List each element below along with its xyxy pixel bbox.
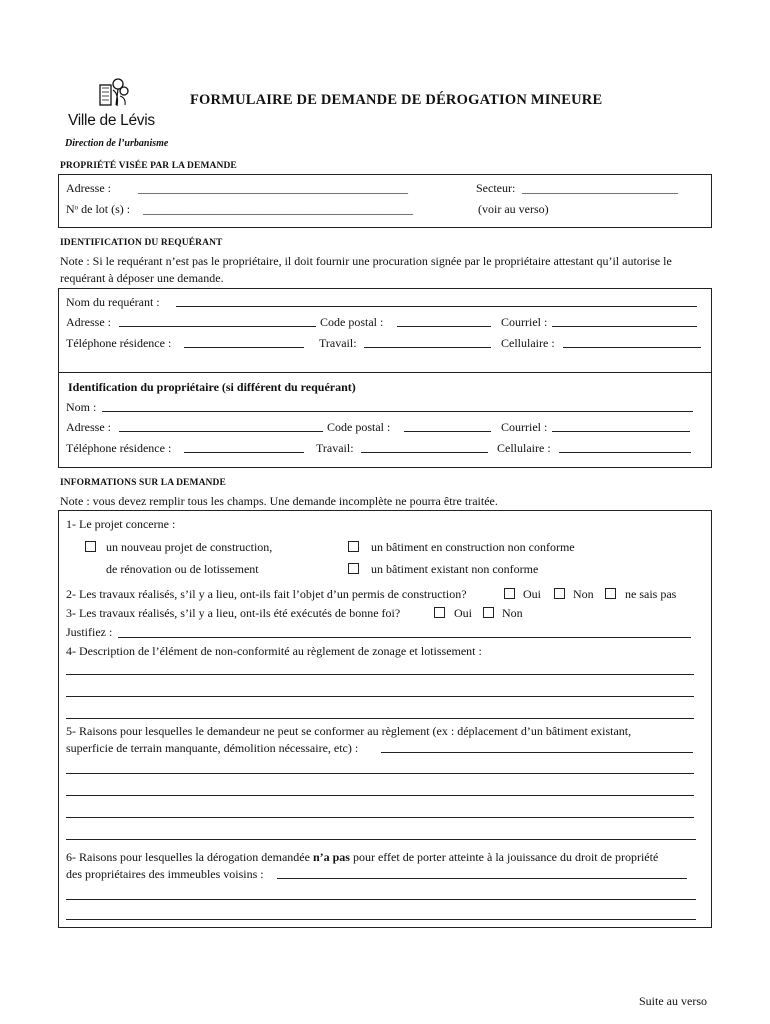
property-address-field[interactable]: _____________________________________________ [138,181,408,195]
justify-field[interactable] [118,637,691,638]
q6-suffix: pour effet de porter atteinte à la jouissance du droit de propriété [352,850,659,864]
owner-name-field[interactable] [102,411,693,412]
q2-no-label: Non [573,587,594,601]
request-note: Note : vous devez remplir tous les champs. Une demande incomplète ne pourra être traitée. [60,494,498,508]
q6-prefix: 6- Raisons pour lesquelles la dérogation demandée [66,850,310,864]
checkbox-nonconform-construction[interactable] [348,541,359,552]
sector-note: (voir au verso) [478,202,549,216]
applicant-address-field[interactable] [119,326,316,327]
q4-answer-line[interactable] [66,718,694,719]
q3-no-checkbox[interactable] [483,607,494,618]
owner-work-field[interactable] [361,452,488,453]
applicant-address-label: Adresse : [66,315,111,329]
property-section-title: PROPRIÉTÉ VISÉE PAR LA DEMANDE [60,161,237,171]
owner-address-label: Adresse : [66,420,111,434]
opt-new-project: un nouveau projet de construction, [106,540,273,554]
q5-answer-line[interactable] [66,795,694,796]
applicant-cell-label: Cellulaire : [501,336,555,350]
checkbox-new-project[interactable] [85,541,96,552]
city-name: Ville de Lévis [68,112,155,129]
q4-answer-line[interactable] [66,674,694,675]
q5-answer-line[interactable] [66,839,696,840]
q6-bold: n’a pas [312,850,350,864]
owner-email-label: Courriel : [501,420,548,434]
q4-label: 4- Description de l’élément de non-conformité au règlement de zonage et lotissement : [66,644,482,658]
applicant-postal-label: Code postal : [320,315,384,329]
q2-yes-label: Oui [523,587,541,601]
applicant-owner-divider [58,372,712,373]
owner-cell-label: Cellulaire : [497,441,551,455]
q6-answer-line[interactable] [66,899,696,900]
owner-postal-field[interactable] [404,431,491,432]
city-emblem-icon [96,76,132,110]
justify-label: Justifiez : [66,625,113,639]
applicant-work-field[interactable] [364,347,491,348]
owner-email-field[interactable] [552,431,690,432]
q6-label-line2: des propriétaires des immeubles voisins : [66,867,264,881]
property-address-label: Adresse : [66,181,111,195]
applicant-name-label: Nom du requérant : [66,295,160,309]
owner-address-field[interactable] [119,431,323,432]
owner-name-label: Nom : [66,400,97,414]
lot-number-field[interactable]: _____________________________________________ [143,202,413,216]
applicant-phone-field[interactable] [184,347,304,348]
applicant-phone-label: Téléphone résidence : [66,336,172,350]
applicant-email-label: Courriel : [501,315,548,329]
q5-answer-line[interactable] [66,773,694,774]
applicant-work-label: Travail: [319,336,357,350]
q2-unknown-checkbox[interactable] [605,588,616,599]
applicant-name-field[interactable] [176,306,697,307]
applicant-cell-field[interactable] [563,347,701,348]
q3-label: 3- Les travaux réalisés, s’il y a lieu, ont-ils été exécutés de bonne foi? [66,606,401,620]
sector-label: Secteur: [476,181,516,195]
owner-postal-label: Code postal : [327,420,391,434]
department-name: Direction de l’urbanisme [65,138,169,149]
owner-phone-field[interactable] [184,452,304,453]
q5-inline-field[interactable] [381,752,693,753]
lot-number-label: Nᵒ de lot (s) : [66,202,131,216]
applicant-section-title: IDENTIFICATION DU REQUÉRANT [60,238,223,248]
q6-answer-line[interactable] [66,919,696,920]
owner-phone-label: Téléphone résidence : [66,441,172,455]
sector-field[interactable]: __________________________ [522,181,678,195]
q2-label: 2- Les travaux réalisés, s’il y a lieu, ont-ils fait l’objet d’un permis de construction? [66,587,467,601]
applicant-postal-field[interactable] [397,326,491,327]
checkbox-existing-nonconform[interactable] [348,563,359,574]
q5-label-line2: superficie de terrain manquante, démolition nécessaire, etc) : [66,741,359,755]
applicant-note-line1: Note : Si le requérant n’est pas le propriétaire, il doit fournir une procuration signée par le propriétaire attestant qu’il autorise le [60,254,672,268]
city-logo [68,76,168,132]
q3-no-label: Non [502,606,523,620]
owner-title: Identification du propriétaire (si différent du requérant) [68,380,356,394]
opt-nonconform-construction: un bâtiment en construction non conforme [371,540,575,554]
page-title: FORMULAIRE DE DEMANDE DE DÉROGATION MINEURE [190,92,603,108]
q2-no-checkbox[interactable] [554,588,565,599]
owner-cell-field[interactable] [559,452,691,453]
request-section-title: INFORMATIONS SUR LA DEMANDE [60,478,226,488]
q5-answer-line[interactable] [66,817,694,818]
applicant-note-line2: requérant à déposer une demande. [60,271,224,285]
owner-work-label: Travail: [316,441,354,455]
q4-answer-line[interactable] [66,696,694,697]
q1-label: 1- Le projet concerne : [66,517,176,531]
q5-label-line1: 5- Raisons pour lesquelles le demandeur ne peut se conformer au règlement (ex : déplacement d’un bâtiment existant, [66,724,632,738]
q6-label-line1 [66,850,658,865]
opt-renovation: de rénovation ou de lotissement [106,562,259,576]
applicant-email-field[interactable] [552,326,697,327]
q2-yes-checkbox[interactable] [504,588,515,599]
continue-note: Suite au verso [639,994,707,1008]
opt-existing-nonconform: un bâtiment existant non conforme [371,562,539,576]
q2-unknown-label: ne sais pas [625,587,677,601]
q6-inline-field[interactable] [277,878,687,879]
q3-yes-label: Oui [454,606,472,620]
q3-yes-checkbox[interactable] [434,607,445,618]
